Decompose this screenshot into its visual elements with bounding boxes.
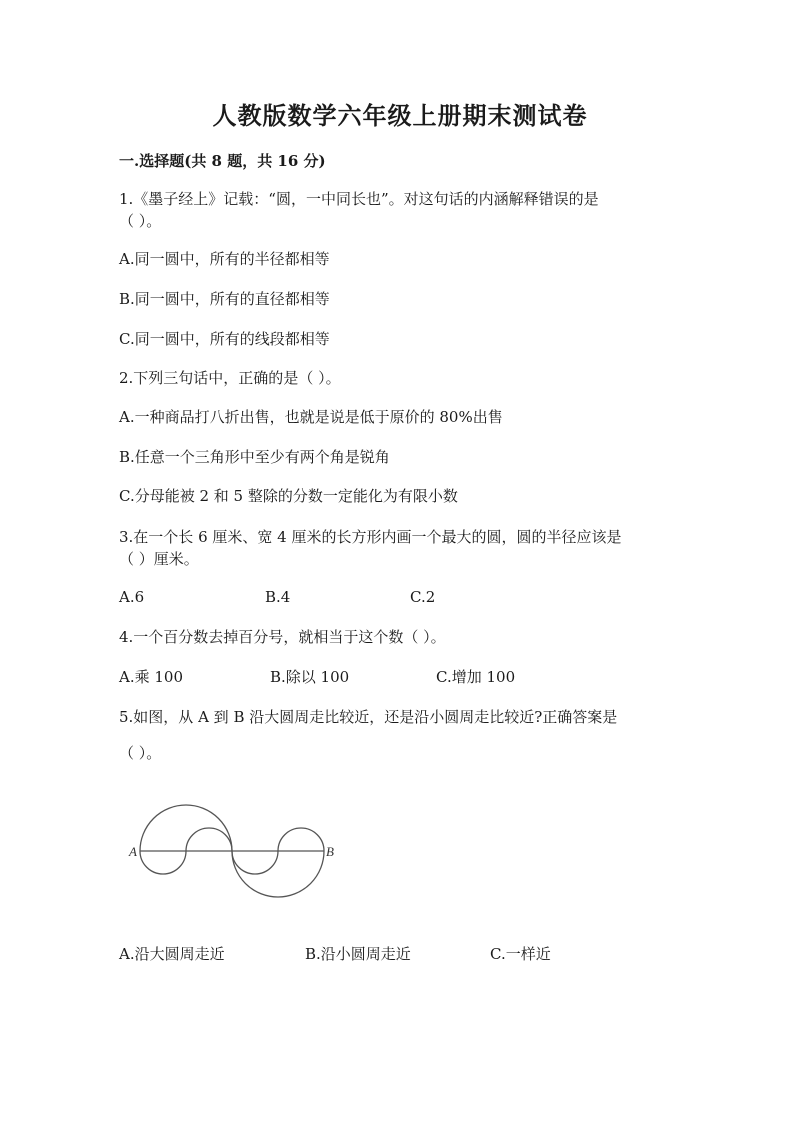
question-3-stem-cont: （ ）厘米。 xyxy=(119,550,199,568)
question-3-option-a: A.6 xyxy=(119,588,145,606)
section-heading: 一.选择题(共 8 题，共 16 分) xyxy=(119,152,326,170)
question-2-option-b: B.任意一个三角形中至少有两个角是锐角 xyxy=(119,448,390,466)
point-a-label: A xyxy=(129,844,137,859)
point-b-label: B xyxy=(326,844,334,859)
page-title: 人教版数学六年级上册期末测试卷 xyxy=(212,101,588,130)
small-semicircle-1 xyxy=(140,851,186,874)
question-2-option-a: A.一种商品打八折出售，也就是说是低于原价的 80%出售 xyxy=(119,408,503,426)
circles-figure xyxy=(126,800,346,900)
large-semicircle-top xyxy=(140,805,232,851)
question-4-option-c: C.增加 100 xyxy=(436,668,516,686)
question-1-option-b: B.同一圆中，所有的直径都相等 xyxy=(119,290,330,308)
question-5-stem-cont: （ ）。 xyxy=(119,744,162,762)
question-5-option-b: B.沿小圆周走近 xyxy=(305,945,411,963)
question-3-option-b: B.4 xyxy=(265,588,291,606)
question-5-option-c: C.一样近 xyxy=(490,945,551,963)
question-1-option-c: C.同一圆中，所有的线段都相等 xyxy=(119,330,330,348)
question-2-stem: 2.下列三句话中，正确的是（ ）。 xyxy=(119,369,341,387)
small-semicircle-4 xyxy=(278,828,324,851)
question-4-option-a: A.乘 100 xyxy=(119,668,183,686)
question-4-stem: 4.一个百分数去掉百分号，就相当于这个数（ ）。 xyxy=(119,628,446,646)
small-semicircle-2 xyxy=(186,828,232,851)
question-1-option-a: A.同一圆中，所有的半径都相等 xyxy=(119,250,330,268)
question-2-option-c: C.分母能被 2 和 5 整除的分数一定能化为有限小数 xyxy=(119,487,458,505)
question-5-stem: 5.如图，从 A 到 B 沿大圆周走比较近，还是沿小圆周走比较近?正确答案是 xyxy=(119,708,618,726)
question-5-option-a: A.沿大圆周走近 xyxy=(119,945,225,963)
question-1-stem: 1.《墨子经上》记载：“圆，一中同长也”。对这句话的内涵解释错误的是 xyxy=(119,190,599,208)
large-semicircle-bottom xyxy=(232,851,324,897)
question-3-option-c: C.2 xyxy=(410,588,436,606)
question-1-stem-cont: （ ）。 xyxy=(119,212,162,230)
small-semicircle-3 xyxy=(232,851,278,874)
question-4-option-b: B.除以 100 xyxy=(270,668,350,686)
question-3-stem: 3.在一个长 6 厘米、宽 4 厘米的长方形内画一个最大的圆，圆的半径应该是 xyxy=(119,528,622,546)
